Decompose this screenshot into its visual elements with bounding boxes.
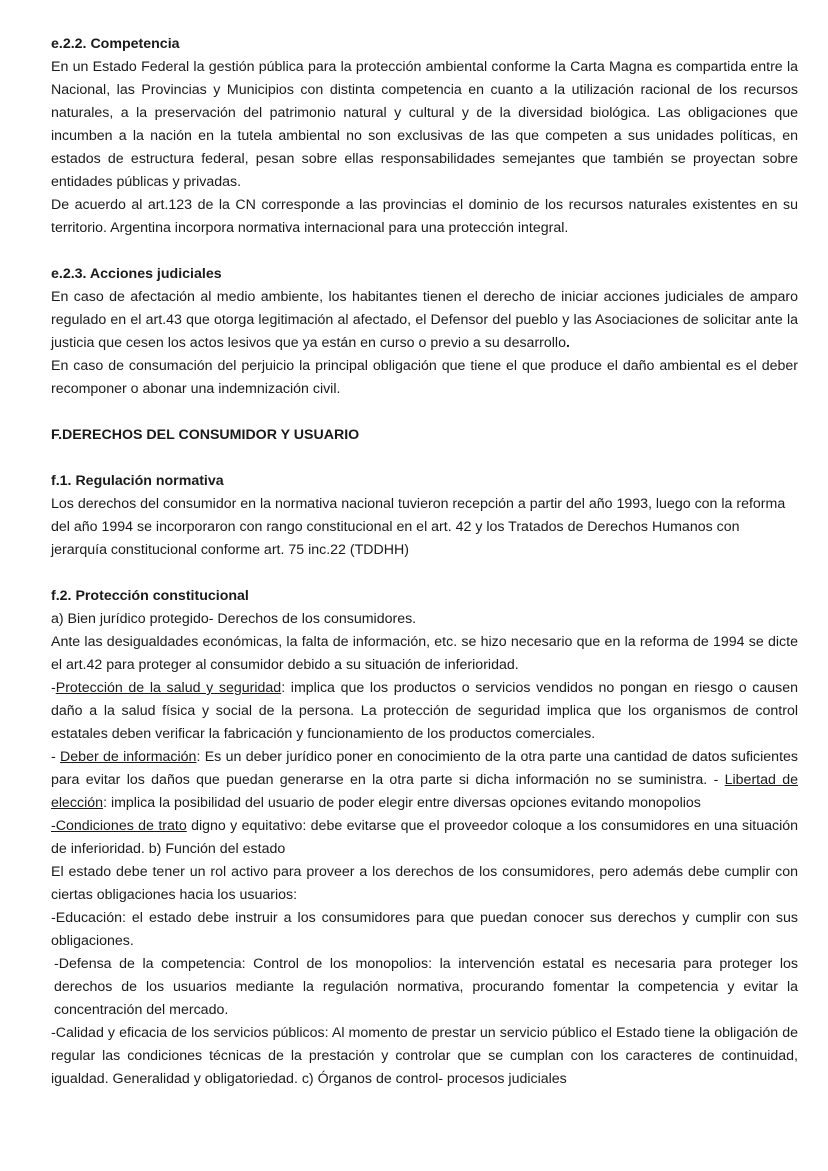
paragraph-e22-1: En un Estado Federal la gestión pública para la protección ambiental conforme la Carta Magna es compartida entre la Nacional, las Provincias y Municipios con distinta competencia en cuanto a la utilización racional de los recursos naturales, a la preservación del patrimonio natural y cultural y de la diversidad biológica. Las obligaciones que incumben a la nación en la tutela ambiental no son exclusivas de las que competen a sus unidades políticas, en estados de estructura federal, pesan sobre ellas responsabilidades semejantes que también se proyectan sobre entidades públicas y privadas. [51,59,798,190]
paragraph-e23-1 [51,286,798,355]
paragraph-e22-2: De acuerdo al art.123 de la CN corresponde a las provincias el dominio de los recursos naturales existentes en su territorio. Argentina incorpora normativa internacional para una protección integral. [51,197,798,236]
paragraph-educacion: -Educación: el estado debe instruir a los consumidores para que puedan conocer sus derechos y cumplir con sus obligaciones. [51,910,798,949]
heading-f1: f.1. Regulación normativa [51,473,224,489]
paragraph-f2-a-title: a) Bien jurídico protegido- Derechos de los consumidores. [51,611,417,627]
heading-f: F.DERECHOS DEL CONSUMIDOR Y USUARIO [51,427,360,443]
paragraph-trato [51,815,798,861]
paragraph-informacion [51,746,798,815]
paragraph-calidad: -Calidad y eficacia de los servicios públicos: Al momento de prestar un servicio público el Estado tiene la obligación de regular las condiciones técnicas de la prestación y controlar que se cumplan con los caracteres de continuidad, igualdad. Generalidad y obligatoriedad. c) Órganos de control- procesos judiciales [51,1025,798,1087]
libertad-term: Libertad de elección [51,772,798,811]
heading-f2: f.2. Protección constitucional [51,588,249,604]
paragraph-f1-1: Los derechos del consumidor en la normativa nacional tuvieron recepción a partir del año 1993, luego con la reforma del año 1994 se incorporaron con rango constitucional en el art. 42 y los Tratados de Derechos Humanos con jerarquía constitucional conforme art. 75 inc.22 (TDDHH) [51,496,786,558]
libertad-text: : implica la posibilidad del usuario de poder elegir entre diversas opciones evitando monopolios [103,795,701,811]
salud-text: : implica que los productos o servicios vendidos no pongan en riesgo o causen daño a la salud física y social de la persona. La protección de seguridad implica que los organismos de control estatales deben verificar la fabricación y funcionamiento de los productos comerciales. [51,680,798,742]
paragraph-b-intro: El estado debe tener un rol activo para proveer a los derechos de los consumidores, pero además debe cumplir con ciertas obligaciones hacia los usuarios: [51,864,798,903]
trato-term: -Condiciones de trato [51,818,187,834]
info-prefix: - [51,749,61,765]
trato-text: digno y equitativo: debe evitarse que el proveedor coloque a los consumidores en una situación de inferioridad. b) Función del estado [51,818,799,857]
salud-term: Protección de la salud y seguridad [55,680,282,696]
paragraph-defensa: -Defensa de la competencia: Control de los monopolios: la intervención estatal es necesaria para proteger los derechos de los usuarios mediante la regulación normativa, procurando fomentar la competencia y evitar la concentración del mercado. [54,956,798,1018]
salud-prefix: - [51,680,56,696]
paragraph-e23-1-text: En caso de afectación al medio ambiente, los habitantes tienen el derecho de iniciar acciones judiciales de amparo regulado en el art.43 que otorga legitimación al afectado, el Defensor del pueblo y las Asociaciones de solicitar ante la justicia que cesen los actos lesivos que ya están en curso o previo a su desarrollo [51,289,798,351]
paragraph-f2-a-intro: Ante las desigualdades económicas, la falta de información, etc. se hizo necesario que en la reforma de 1994 se dicte el art.42 para proteger al consumidor debido a su situación de inferioridad. [51,634,798,673]
info-text: : Es un deber jurídico poner en conocimiento de la otra parte una cantidad de datos suficientes para evitar los daños que puedan generarse en la otra parte si dicha información no se suministra. - [51,749,798,788]
heading-e23: e.2.3. Acciones judiciales [51,266,222,282]
heading-e22: e.2.2. Competencia [51,36,180,52]
paragraph-e23-2: En caso de consumación del perjuicio la principal obligación que tiene el que produce el daño ambiental es el deber recomponer o abonar una indemnización civil. [51,358,798,397]
paragraph-salud [51,677,798,746]
document-page [51,33,798,1091]
paragraph-e23-1-end: . [565,335,570,351]
info-term: Deber de información [60,749,197,765]
